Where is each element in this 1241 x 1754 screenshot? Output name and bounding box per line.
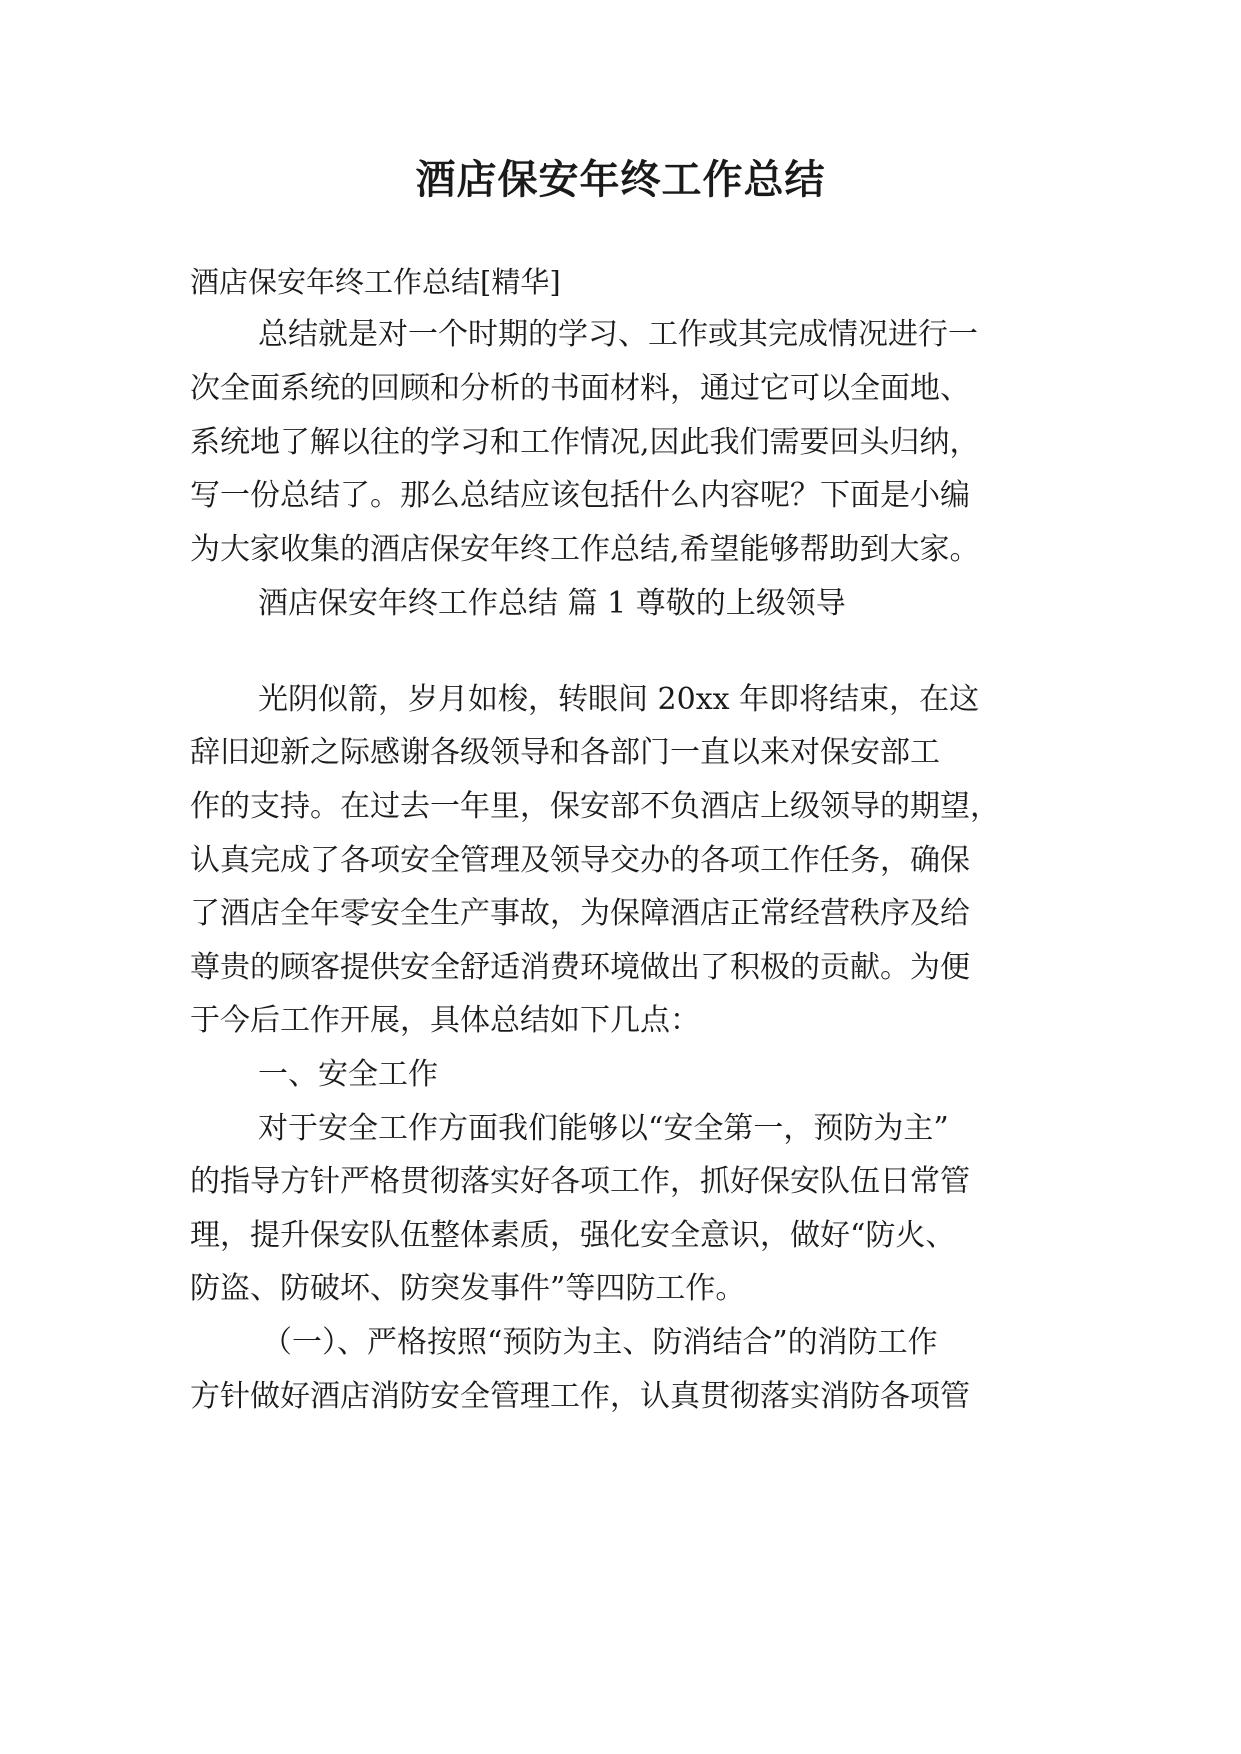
- text-line: 为大家收集的酒店保安年终工作总结,希望能够帮助到大家。: [190, 532, 980, 567]
- text-line: 作的支持。在过去一年里，保安部不负酒店上级领导的期望，: [190, 789, 1000, 824]
- text-line: 的指导方针严格贯彻落实好各项工作，抓好保安队伍日常管: [190, 1164, 970, 1199]
- text-line: 次全面系统的回顾和分析的书面材料，通过它可以全面地、: [190, 371, 970, 406]
- text-line: 于今后工作开展，具体总结如下几点：: [190, 1003, 700, 1038]
- text-line: 防盗、防破坏、防突发事件”等四防工作。: [190, 1271, 746, 1306]
- text-line: 对于安全工作方面我们能够以“安全第一，预防为主”: [258, 1111, 949, 1146]
- document-title: 酒店保安年终工作总结: [415, 156, 826, 203]
- text-line: 尊贵的顾客提供安全舒适消费环境做出了积极的贡献。为便: [190, 950, 970, 985]
- text-line: 光阴似箭，岁月如梭，转眼间 20xx 年即将结束，在这: [258, 682, 980, 717]
- text-line: 写一份总结了。那么总结应该包括什么内容呢？下面是小编: [190, 478, 970, 513]
- document-subtitle: 酒店保安年终工作总结[精华]: [190, 265, 561, 299]
- text-line: 总结就是对一个时期的学习、工作或其完成情况进行一: [258, 317, 978, 352]
- section-heading: 一、安全工作: [258, 1057, 438, 1092]
- text-line: 辞旧迎新之际感谢各级领导和各部门一直以来对保安部工: [190, 735, 940, 770]
- text-line: （一）、严格按照“预防为主、防消结合”的消防工作: [262, 1325, 938, 1360]
- text-line: 了酒店全年零安全生产事故，为保障酒店正常经营秩序及给: [190, 896, 970, 931]
- text-line: 认真完成了各项安全管理及领导交办的各项工作任务，确保: [190, 843, 970, 878]
- text-line: 系统地了解以往的学习和工作情况,因此我们需要回头归纳，: [190, 425, 980, 460]
- text-line: 酒店保安年终工作总结 篇 1 尊敬的上级领导: [258, 586, 846, 621]
- text-line: 方针做好酒店消防安全管理工作，认真贯彻落实消防各项管: [190, 1379, 970, 1414]
- text-line: 理，提升保安队伍整体素质，强化安全意识，做好“防火、: [190, 1218, 956, 1253]
